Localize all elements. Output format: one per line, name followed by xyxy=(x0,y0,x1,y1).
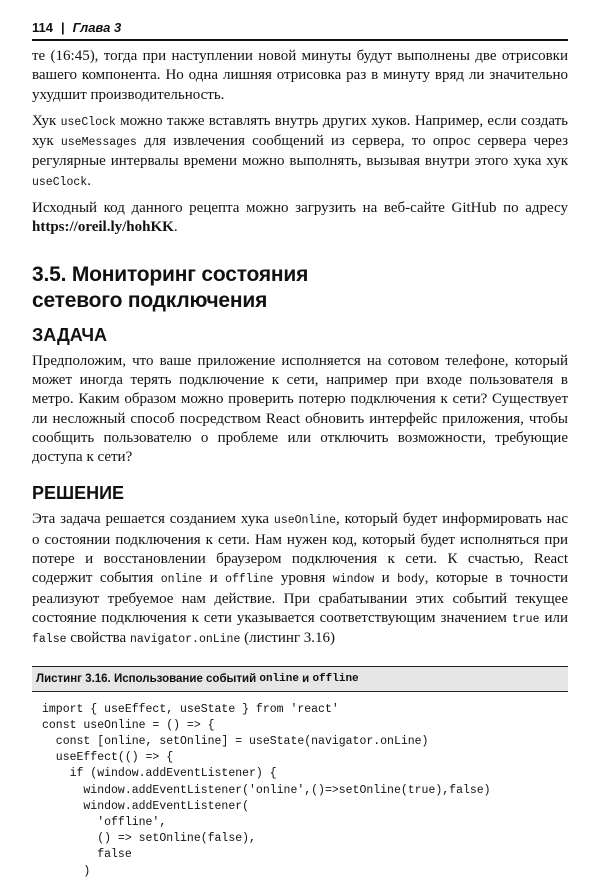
code-line: useEffect(() => { xyxy=(42,751,174,765)
text-span: Хук xyxy=(32,112,61,129)
code-line: 'offline', xyxy=(42,815,167,829)
section-title xyxy=(32,262,568,314)
paragraph-useclock xyxy=(32,112,568,192)
text-span: для извлечения сообщений из сервера, то опрос сервера через регулярные интервалы времени можно выполнять, вызывая внутри этого хука хук xyxy=(32,133,569,170)
inline-code: useClock xyxy=(60,115,116,129)
running-header xyxy=(32,18,568,36)
task-text: Предположим, что ваше приложение исполняется на сотовом телефоне, который может иногда терять подключение к сети, например при входе пользователя в метро. Каким образом можно проверить потерю подключения к сети? Существует ли несложный способ посредством React обновить интерфейс приложения, чтобы сообщить пользователю о проблеме или отключить возможности, требующие доступа к сети? xyxy=(32,352,568,466)
text-span: и xyxy=(374,570,398,587)
inline-code: useMessages xyxy=(60,136,137,150)
inline-code: online xyxy=(160,573,203,587)
text-span: . xyxy=(87,172,91,189)
code-line: const useOnline = () => { xyxy=(42,718,215,732)
chapter-title: Глава 3 xyxy=(72,19,122,35)
text-span: . xyxy=(173,219,178,236)
header-separator: | xyxy=(60,19,65,35)
text-span: уровня xyxy=(273,570,333,587)
solution-heading: РЕШЕНИЕ xyxy=(32,483,125,504)
caption-text: Листинг 3.16. Использование событий xyxy=(36,672,257,685)
text-span: или xyxy=(539,609,568,626)
github-link[interactable]: https://oreil.ly/hohKK xyxy=(32,219,174,236)
paragraph-source-link xyxy=(32,199,568,238)
code-line: import { useEffect, useState } from 'react' xyxy=(42,702,339,716)
caption-code: offline xyxy=(312,672,359,685)
code-line: ) xyxy=(42,864,91,878)
code-line: if (window.addEventListener) { xyxy=(42,767,277,781)
caption-code: online xyxy=(259,672,299,685)
code-line: window.addEventListener('online',()=>setOnline(true),false) xyxy=(42,783,491,797)
header-rule xyxy=(32,39,568,41)
text-span: , который будет информировать нас о состоянии подключения к сети. Нам нужен код, который будет исполняться при потере и восстановлении браузером подключения к сети. К счастью, React содержит события xyxy=(32,511,569,587)
inline-code: window xyxy=(332,573,375,587)
text-span: и xyxy=(202,570,226,587)
book-page xyxy=(32,18,568,880)
section-title-line: 3.5. Мониторинг состояния xyxy=(32,262,309,286)
inline-code: true xyxy=(511,612,540,626)
inline-code: offline xyxy=(225,573,274,587)
task-heading: ЗАДАЧА xyxy=(32,324,108,345)
listing-caption xyxy=(32,666,568,692)
inline-code: body xyxy=(397,573,425,587)
solution-text xyxy=(32,510,568,649)
text-span: Исходный код данного рецепта можно загрузить на веб-сайте GitHub по адресу xyxy=(32,200,568,217)
code-listing xyxy=(42,702,568,880)
inline-code: false xyxy=(32,633,67,647)
section-title-line: сетевого подключения xyxy=(32,288,268,312)
text-span: (листинг 3.16) xyxy=(240,630,336,647)
text-span: , которые в точности реализуют требуемое нам действие. При срабатывании этих событий текущее состояние подключения к сети указывается соответствующим значением xyxy=(32,570,569,626)
paragraph-continuation: те (16:45), тогда при наступлении новой минуты будут выполнены две отрисовки вашего компонента. Но одна лишняя отрисовка раз в минуту вряд ли значительно ухудшит производительность. xyxy=(32,48,568,103)
inline-code: navigator.onLine xyxy=(129,633,241,647)
code-line: false xyxy=(42,848,132,862)
code-line: () => setOnline(false), xyxy=(42,832,256,846)
text-span: можно также вставлять внутрь других хуков. Например, если создать хук xyxy=(32,112,568,150)
caption-text: и xyxy=(302,672,310,685)
page-number: 114 xyxy=(32,19,53,35)
code-line: window.addEventListener( xyxy=(42,799,250,813)
inline-code: useOnline xyxy=(273,514,337,528)
text-span: свойства xyxy=(66,630,130,647)
inline-code: useClock xyxy=(32,175,88,189)
code-line: const [online, setOnline] = useState(navigator.onLine) xyxy=(42,734,429,748)
text-span: Эта задача решается созданием хука xyxy=(32,511,274,528)
